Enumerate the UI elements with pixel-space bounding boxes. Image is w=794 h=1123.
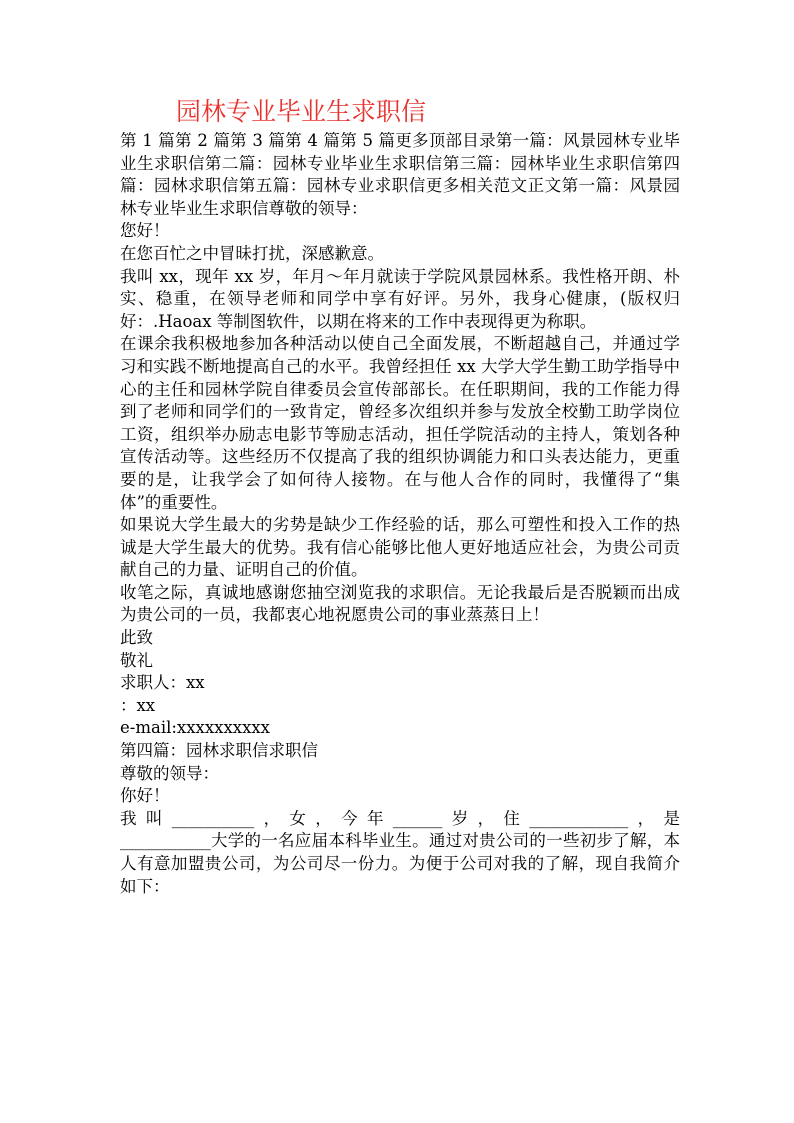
paragraph-hello: 你好！ [120, 786, 170, 806]
paragraph-regards: 敬礼 [120, 650, 153, 670]
paragraph-fill-line: 我叫__________，女，今年______岁，住____________，是 [120, 808, 680, 828]
paragraph-greeting: 您好！ [120, 221, 170, 241]
paragraph-toc: 第 1 篇第 2 篇第 3 篇第 4 篇第 5 篇更多顶部目录第一篇：风景园林专业毕业生求职信第二篇：园林专业毕业生求职信第三篇：园林毕业生求职信第四篇：园林求职信第五篇：园林专业求职信更多相关范文正文第一篇：风景园林专业毕业生求职信尊敬的领导： [120, 131, 680, 218]
document-body [120, 130, 680, 898]
paragraph-activities: 在课余我积极地参加各种活动以使自己全面发展，不断超越自己，并通过学习和实践不断地提高自己的水平。我曾经担任 xx 大学大学生勤工助学指导中心的主任和园林学院自律委员会宣传部部长。在任职期间，我的工作能力得到了老师和同学们的一致肯定，曾经多次组织并参与发放全校勤工助学岗位工资，组织举办励志电影节等励志活动，担任学院活动的主持人，策划各种宣传活动等。这些经历不仅提高了我的组织协调能力和口头表达能力，更重要的是，让我学会了如何待人接物。在与他人合作的同时，我懂得了“集体”的重要性。 [120, 334, 680, 512]
paragraph-intro: 我叫 xx，现年 xx 岁，年月～年月就读于学院风景园林系。我性格开朗、朴实、稳重，在领导老师和同学中享有好评。另外，我身心健康，(版权归好：.Haoax 等制图软件，以期在将来的工作中表现得更为称职。 [120, 266, 680, 331]
paragraph-email: e-mail:xxxxxxxxxx [120, 718, 270, 738]
paragraph-apology: 在您百忙之中冒昧打扰，深感歉意。 [120, 243, 384, 263]
paragraph-self-intro: ___________大学的一名应届本科毕业生。通过对贵公司的一些初步了解，本人有意加盟贵公司，为公司尽一份力。为便于公司对我的了解，现自我简介如下： [120, 831, 680, 896]
paragraph-dear-leader: 尊敬的领导： [120, 763, 219, 783]
paragraph-applicant: 求职人：xx [120, 673, 205, 693]
paragraph-section-heading: 第四篇：园林求职信求职信 [120, 741, 318, 761]
paragraph-strengths: 如果说大学生最大的劣势是缺少工作经验的话，那么可塑性和投入工作的热诚是大学生最大的优势。我有信心能够比他人更好地适应社会，为贵公司贡献自己的力量、证明自己的价值。 [120, 515, 680, 580]
paragraph-contact: ：xx [120, 695, 156, 715]
paragraph-salutation: 此致 [120, 628, 153, 648]
document-title: 园林专业毕业生求职信 [176, 97, 427, 126]
paragraph-thanks: 收笔之际，真诚地感谢您抽空浏览我的求职信。无论我最后是否脱颖而出成为贵公司的一员，我都衷心地祝愿贵公司的事业蒸蒸日上！ [120, 582, 680, 625]
